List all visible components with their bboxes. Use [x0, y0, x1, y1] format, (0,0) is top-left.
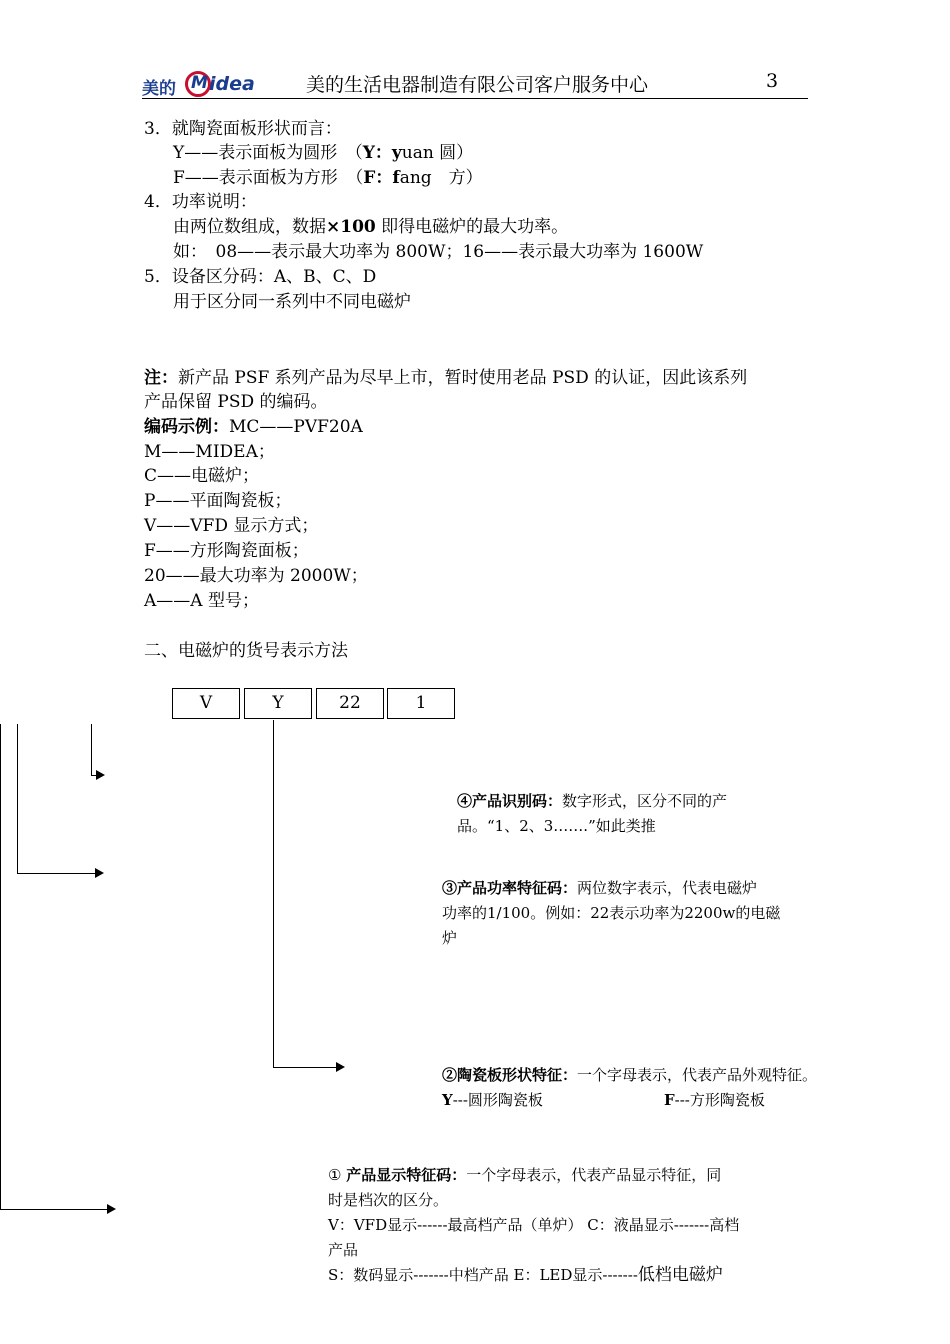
annotation-shape-code-f: F---方形陶瓷板 [664, 1091, 765, 1109]
logo-word: idea [209, 73, 255, 95]
code-box-display: V [172, 688, 240, 719]
example-item: 20——最大功率为 2000W； [144, 566, 368, 586]
arrow-head-icon [96, 770, 105, 780]
connector-line [0, 1209, 108, 1210]
annotation-display-code-line2: 时是档次的区分。 [328, 1191, 449, 1209]
header-rule [142, 98, 808, 99]
section4-heading: 4．功率说明： [144, 192, 257, 212]
example-item: M——MIDEA； [144, 442, 275, 462]
annotation-id-code-line1: ④产品识别码：数字形式，区分不同的产 [457, 792, 728, 810]
logo-m-ring: M [185, 71, 211, 97]
section3-line-y: Y——表示面板为圆形 （Y：yuan 圆） [173, 143, 474, 163]
annotation-power-code-line2: 功率的1/100。例如：22表示功率为2200w的电磁 [442, 904, 781, 922]
example-heading: 编码示例：MC——PVF20A [144, 417, 363, 437]
connector-line [17, 724, 18, 874]
arrow-head-icon [95, 868, 104, 878]
example-item: P——平面陶瓷板； [144, 491, 292, 511]
note-line2: 产品保留 PSD 的编码。 [144, 392, 328, 412]
section4-line2: 如： 08——表示最大功率为 800W；16——表示最大功率为 1600W [173, 242, 704, 262]
connector-line [91, 724, 92, 776]
example-item: A——A 型号； [144, 591, 259, 611]
connector-line [273, 1067, 337, 1068]
page-number: 3 [766, 70, 779, 92]
arrow-head-icon [336, 1062, 345, 1072]
section3-line-f: F——表示面板为方形 （F：fang 方） [173, 168, 483, 188]
example-item: V——VFD 显示方式； [144, 516, 319, 536]
header-title: 美的生活电器制造有限公司客户服务中心 [306, 74, 649, 96]
annotation-shape-code-line1: ②陶瓷板形状特征：一个字母表示，代表产品外观特征。 [442, 1066, 818, 1084]
connector-line [273, 720, 274, 1068]
annotation-display-code-line4: 产品 [328, 1241, 359, 1259]
code-box-id: 1 [387, 688, 455, 719]
logo-chinese-text: 美的 [142, 79, 176, 99]
annotation-id-code-line2: 品。“1、2、3…….”如此类推 [457, 817, 656, 835]
annotation-power-code-line3: 炉 [442, 929, 458, 947]
section2-title: 二、电磁炉的货号表示方法 [144, 641, 348, 661]
annotation-display-code-line5: S：数码显示-------中档产品 E：LED显示-------低档电磁炉 [328, 1265, 723, 1285]
annotation-power-code-line1: ③产品功率特征码：两位数字表示，代表电磁炉 [442, 879, 758, 897]
arrow-head-icon [107, 1204, 116, 1214]
example-item: C——电磁炉； [144, 466, 260, 486]
connector-line [0, 724, 1, 1210]
section3-heading: 3．就陶瓷面板形状而言： [144, 119, 342, 139]
section5-heading: 5．设备区分码：A、B、C、D [144, 267, 377, 287]
code-box-power: 22 [316, 688, 384, 719]
section5-line1: 用于区分同一系列中不同电磁炉 [173, 292, 411, 312]
annotation-shape-code-y: Y---圆形陶瓷板 [442, 1091, 543, 1109]
example-item: F——方形陶瓷面板； [144, 541, 309, 561]
section4-line1: 由两位数组成，数据×100 即得电磁炉的最大功率。 [173, 217, 569, 237]
code-box-shape: Y [244, 688, 312, 719]
annotation-display-code-line3: V：VFD显示------最高档产品（单炉） C：液晶显示-------高档 [328, 1216, 740, 1234]
note-line1: 注：新产品 PSF 系列产品为尽早上市，暂时使用老品 PSD 的认证，因此该系列 [144, 368, 748, 388]
connector-line [17, 873, 96, 874]
annotation-display-code-line1: ① 产品显示特征码：一个字母表示，代表产品显示特征，同 [328, 1166, 722, 1184]
